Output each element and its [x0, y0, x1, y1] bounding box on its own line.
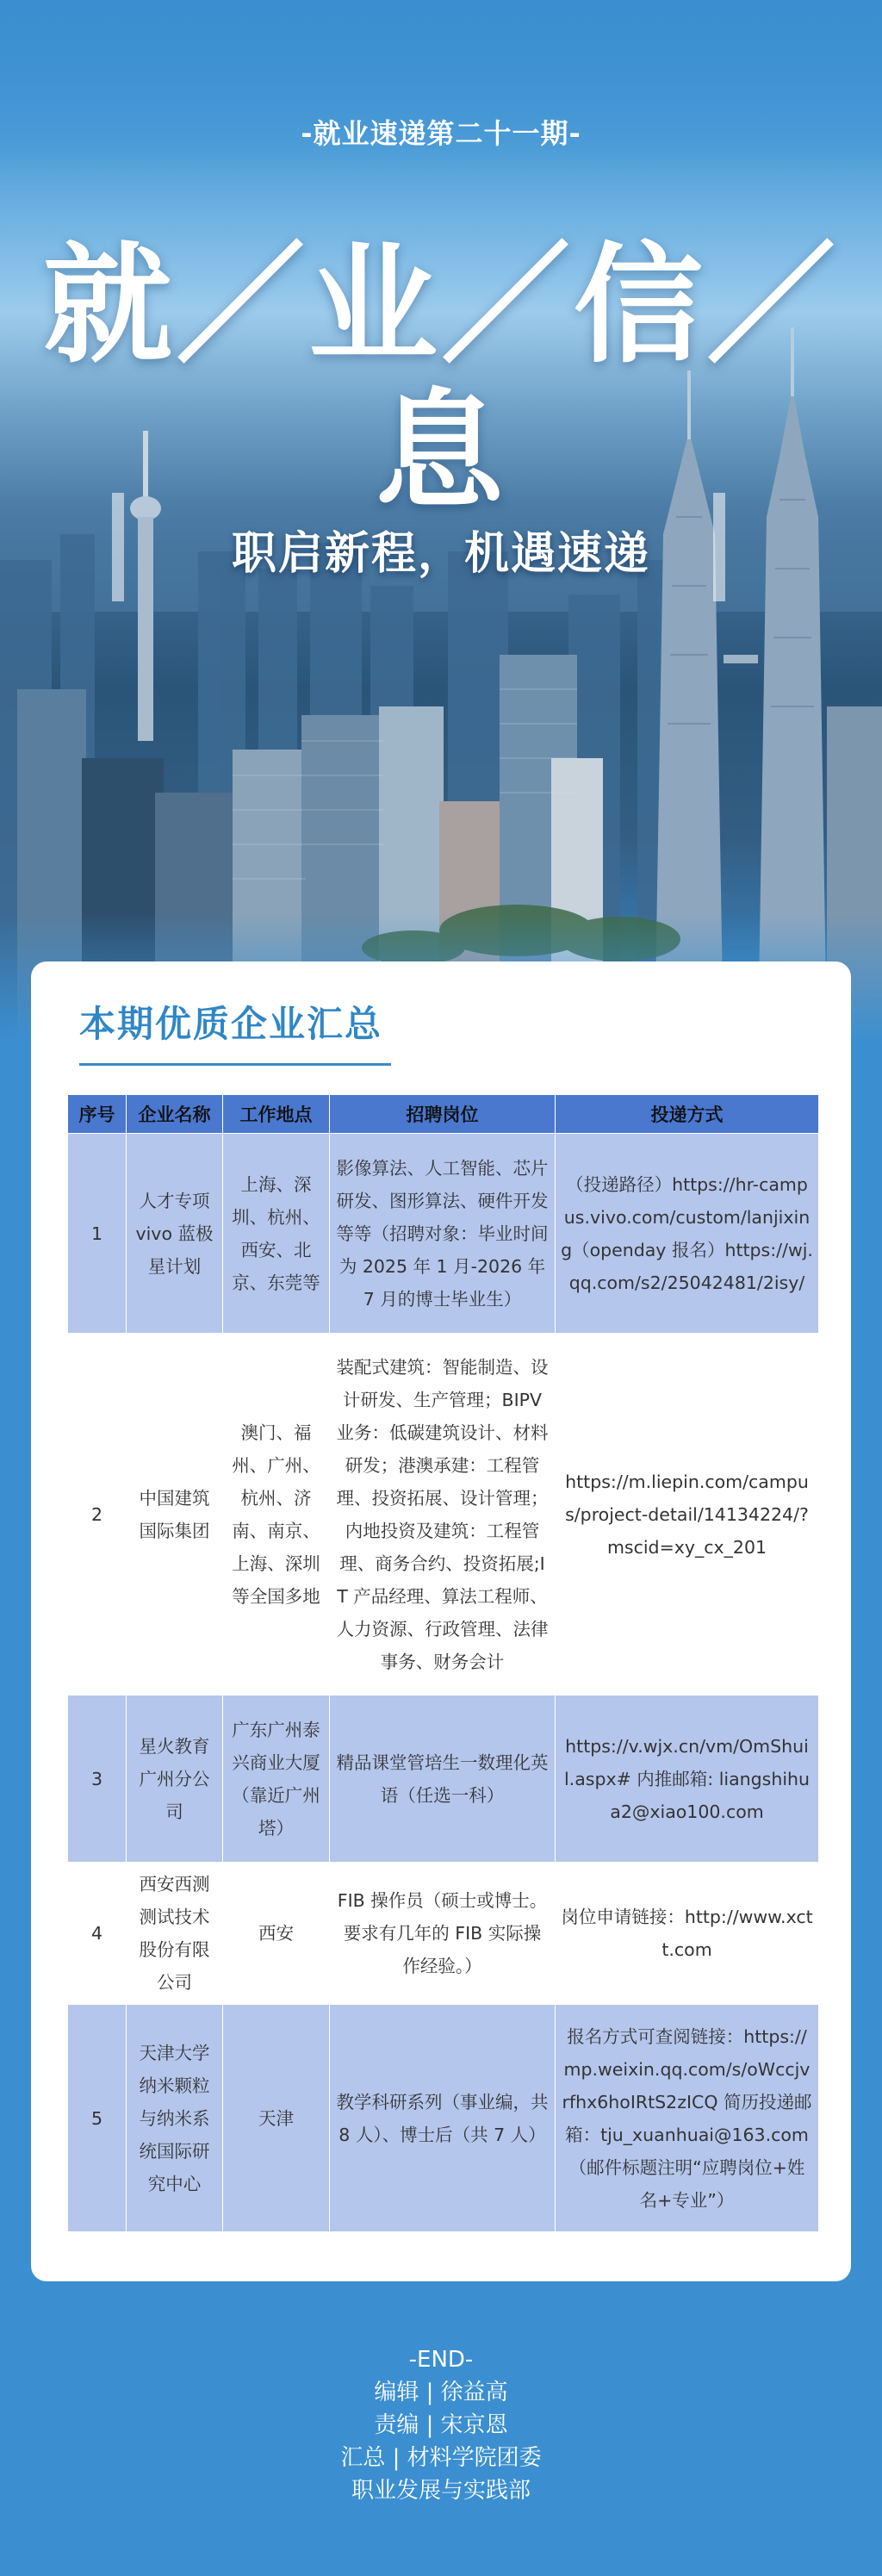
row-number: 1: [68, 1134, 127, 1334]
job-positions: 装配式建筑：智能制造、设计研发、生产管理；BIPV 业务：低碳建筑设计、材料研发；港澳承建：工程管理、投资拓展、设计管理；内地投资及建筑：工程管理、商务合约、投资拓展;IT 产品经理、算法工程师、人力资源、行政管理、法律事务、财务会计: [330, 1334, 556, 1696]
apply-method[interactable]: 岗位申请链接：http://www.xctt.com: [556, 1863, 819, 2005]
company-name: 天津大学纳米颗粒与纳米系统国际研究中心: [127, 2005, 223, 2232]
end-mark: -END-: [408, 2347, 474, 2373]
summary-title: 本期优质企业汇总: [79, 1003, 383, 1045]
table-row: [68, 1134, 819, 1334]
editor-credit: 编辑 | 徐益高: [374, 2380, 508, 2405]
company-name: 中国建筑国际集团: [127, 1334, 223, 1696]
summary-title-underline: [79, 1063, 391, 1066]
column-header-positions: 招聘岗位: [330, 1095, 556, 1134]
slogan: 职启新程，机遇速递: [231, 528, 650, 580]
jobs-table: [67, 1094, 819, 2232]
work-location: 西安: [223, 1863, 330, 2005]
chief-editor-credit: 责编 | 宋京恩: [374, 2412, 508, 2438]
company-name: 西安西测测试技术股份有限公司: [127, 1863, 223, 2005]
work-location: 澳门、福州、广州、杭州、济南、南京、上海、深圳等全国多地: [223, 1334, 330, 1696]
summary-card: [31, 961, 851, 2281]
table-row: [68, 1334, 819, 1696]
column-header-apply: 投递方式: [556, 1095, 819, 1134]
table-row: [68, 1696, 819, 1863]
page-title: 就／业／信／息: [42, 231, 839, 527]
issue-label: -就业速递第二十一期-: [301, 117, 581, 150]
apply-method[interactable]: https://v.wjx.cn/vm/OmShuil.aspx# 内推邮箱: liangshihua2@xiao100.com: [556, 1696, 819, 1863]
compiler-credit: 汇总 | 材料学院团委: [340, 2445, 542, 2471]
table-row: [68, 1863, 819, 2005]
apply-method[interactable]: 报名方式可查阅链接：https://mp.weixin.qq.com/s/oWccjvrfhx6hoIRtS2zICQ 简历投递邮箱：tju_xuanhuai@163.com（邮件标题注明“应聘岗位+姓名+专业”）: [556, 2005, 819, 2232]
table-header-row: [68, 1095, 819, 1134]
job-positions: 影像算法、人工智能、芯片研发、图形算法、硬件开发等等（招聘对象：毕业时间为 2025 年 1 月-2026 年 7 月的博士毕业生）: [330, 1134, 556, 1334]
company-name: 星火教育广州分公司: [127, 1696, 223, 1863]
job-positions: 教学科研系列（事业编，共 8 人）、博士后（共 7 人）: [330, 2005, 556, 2232]
row-number: 2: [68, 1334, 127, 1696]
apply-method[interactable]: https://m.liepin.com/campus/project-detail/14134224/?mscid=xy_cx_201: [556, 1334, 819, 1696]
work-location: 天津: [223, 2005, 330, 2232]
footer: [0, 2343, 882, 2507]
job-positions: 精品课堂管培生一数理化英语（任选一科）: [330, 1696, 556, 1863]
work-location: 广东广州泰兴商业大厦（靠近广州塔）: [223, 1696, 330, 1863]
job-positions: FIB 操作员（硕士或博士。要求有几年的 FIB 实际操作经验。）: [330, 1863, 556, 2005]
column-header-company: 企业名称: [127, 1095, 223, 1134]
department-credit: 职业发展与实践部: [351, 2478, 531, 2504]
row-number: 4: [68, 1863, 127, 2005]
work-location: 上海、深圳、杭州、西安、北京、东莞等: [223, 1134, 330, 1334]
row-number: 5: [68, 2005, 127, 2232]
column-header-location: 工作地点: [223, 1095, 330, 1134]
company-name: 人才专项 vivo 蓝极星计划: [127, 1134, 223, 1334]
table-row: [68, 2005, 819, 2232]
row-number: 3: [68, 1696, 127, 1863]
apply-method[interactable]: （投递路径）https://hr-campus.vivo.com/custom/lanjixing（openday 报名）https://wj.qq.com/s2/25042481/2isy/: [556, 1134, 819, 1334]
column-header-no: 序号: [68, 1095, 127, 1134]
hero-banner: [0, 0, 882, 1042]
